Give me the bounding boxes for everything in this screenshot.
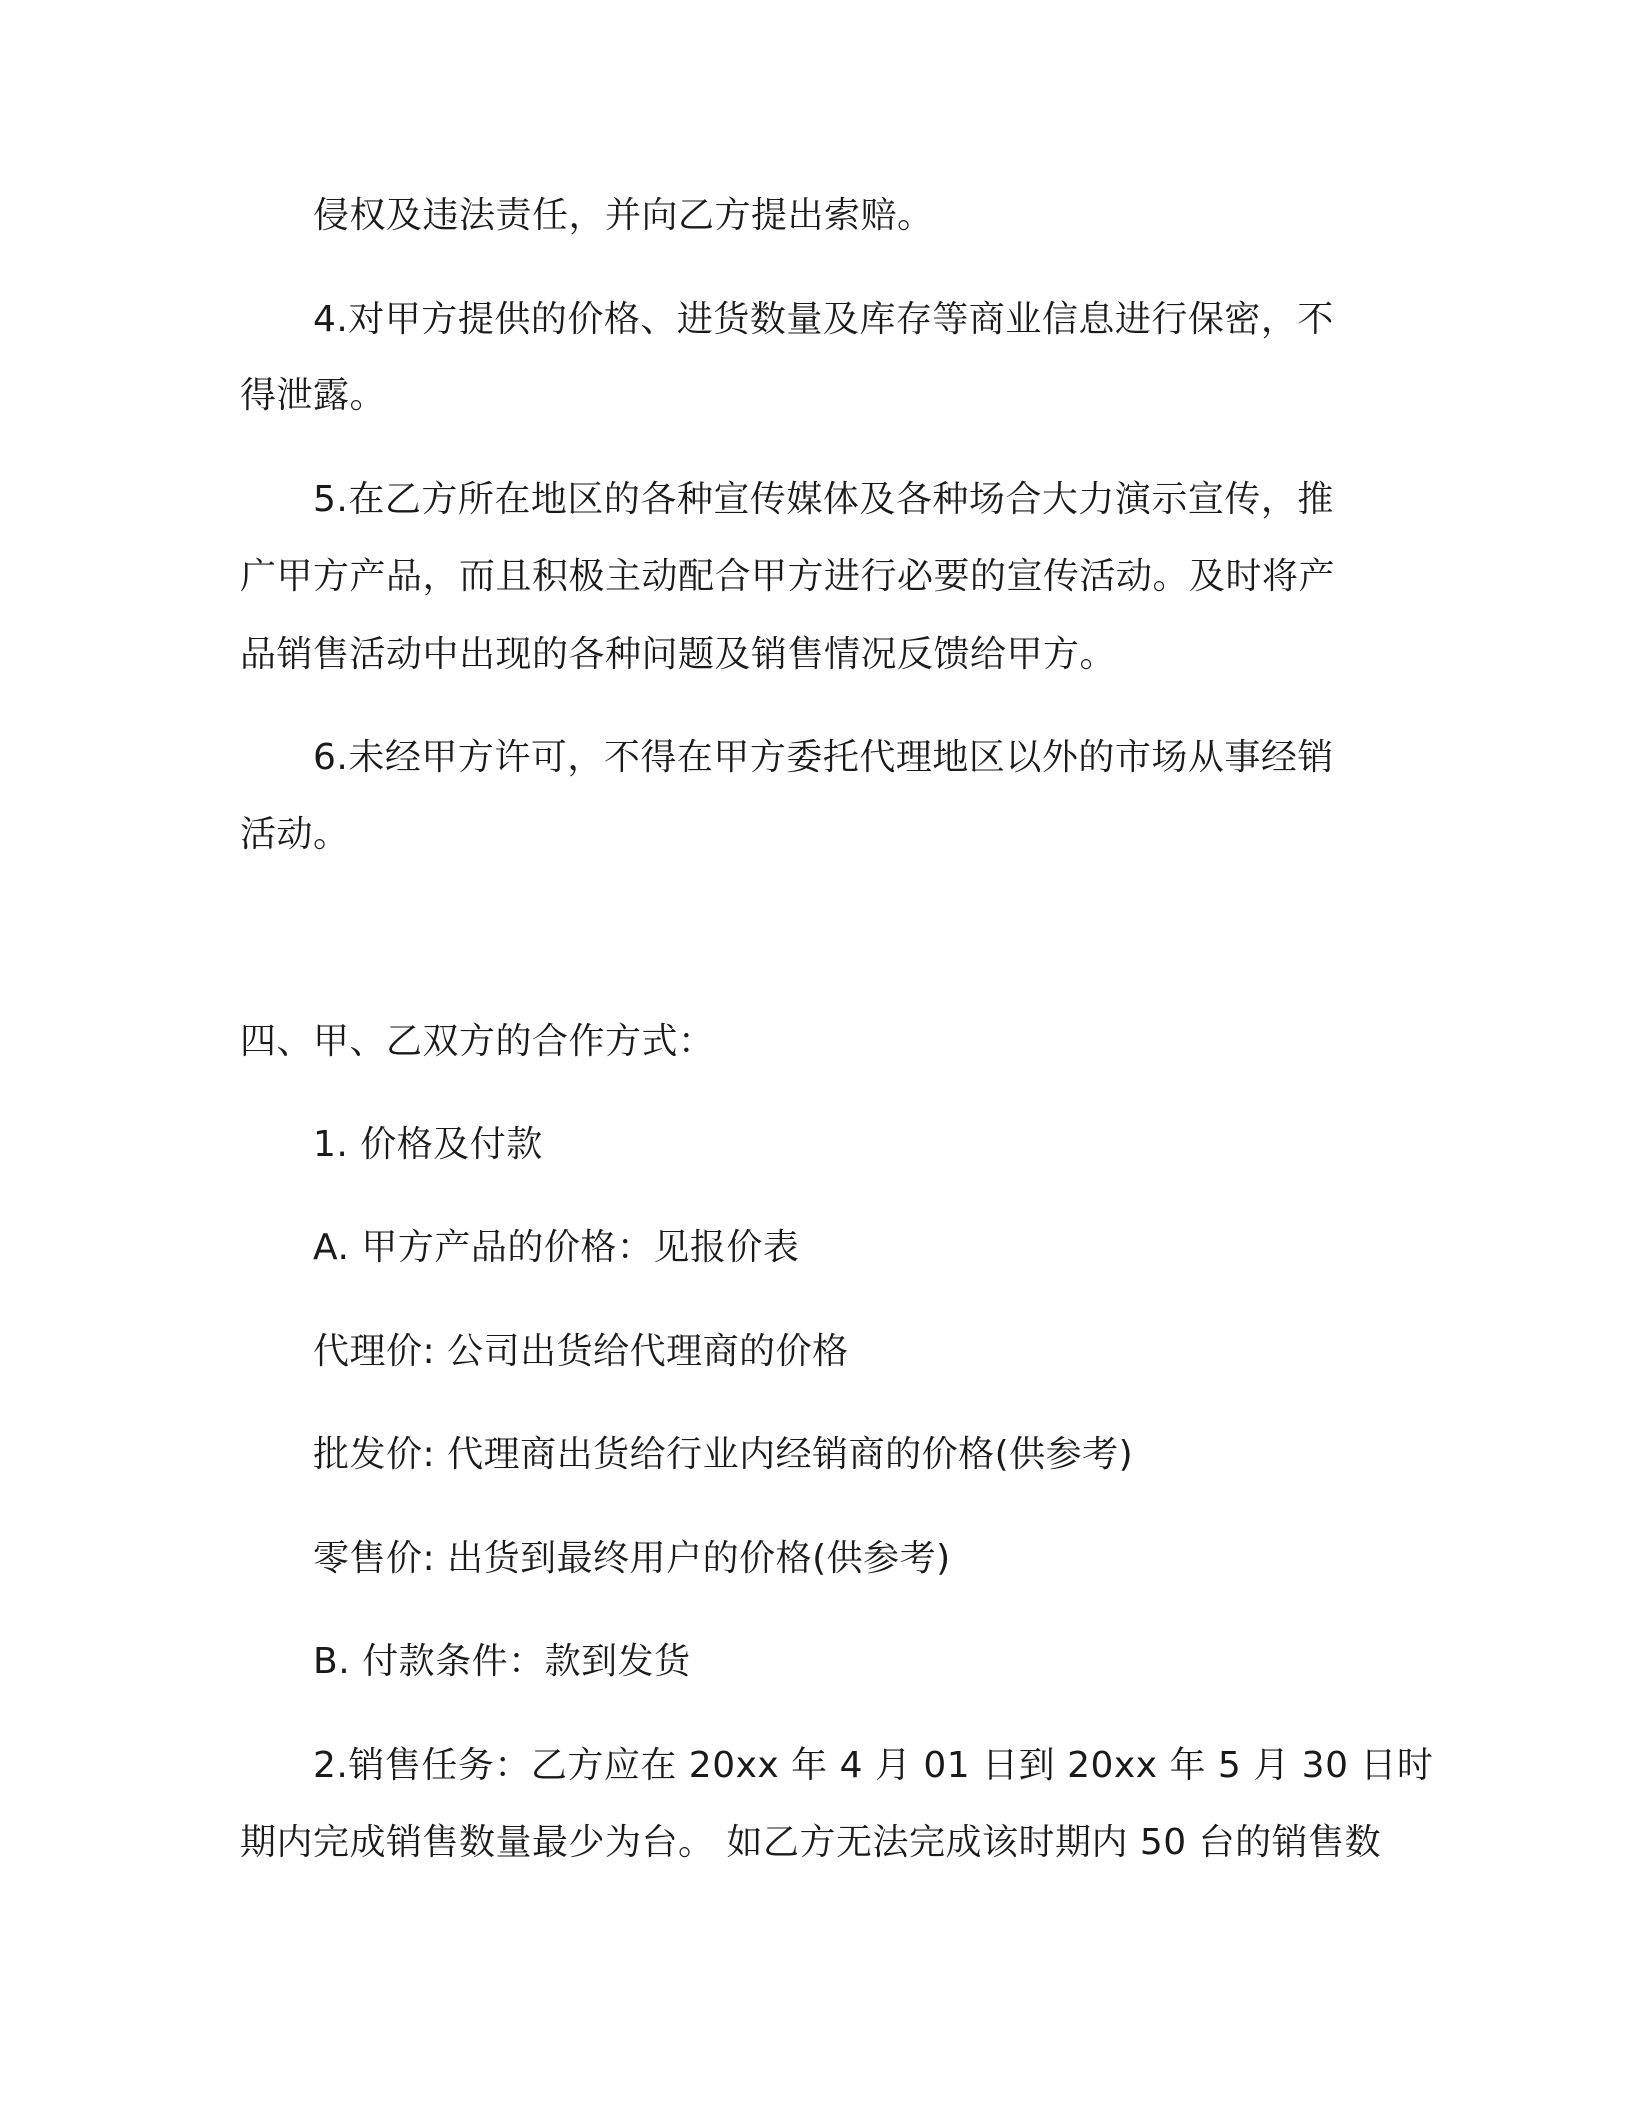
text-line: 广甲方产品，而且积极主动配合甲方进行必要的宣传活动。及时将产	[240, 556, 1336, 597]
text-line: 1. 价格及付款	[313, 1124, 543, 1165]
text-line: 得泄露。	[240, 375, 387, 416]
text-line: 侵权及违法责任，并向乙方提出索赔。	[313, 195, 934, 236]
text-line: 零售价: 出货到最终用户的价格(供参考)	[313, 1538, 951, 1579]
text-line: 2.销售任务：乙方应在 20xx 年 4 月 01 日到 20xx 年 5 月 30 日时	[313, 1745, 1434, 1786]
text-line: 6.未经甲方许可，不得在甲方委托代理地区以外的市场从事经销	[313, 737, 1334, 778]
text-line: 5.在乙方所在地区的各种宣传媒体及各种场合大力演示宣传，推	[313, 479, 1334, 520]
text-line: 期内完成销售数量最少为台。 如乙方无法完成该时期内 50 台的销售数	[240, 1822, 1382, 1863]
text-line: A. 甲方产品的价格：见报价表	[313, 1227, 800, 1268]
text-line: 4.对甲方提供的价格、进货数量及库存等商业信息进行保密，不	[313, 299, 1334, 340]
text-line: 代理价: 公司出货给代理商的价格	[313, 1331, 849, 1372]
section-heading: 四、甲、乙双方的合作方式：	[240, 1021, 715, 1062]
text-line: 活动。	[240, 814, 350, 855]
text-line: 品销售活动中出现的各种问题及销售情况反馈给甲方。	[240, 634, 1117, 675]
text-line: 批发价: 代理商出货给行业内经销商的价格(供参考)	[313, 1434, 1134, 1475]
text-line: B. 付款条件：款到发货	[313, 1641, 691, 1682]
